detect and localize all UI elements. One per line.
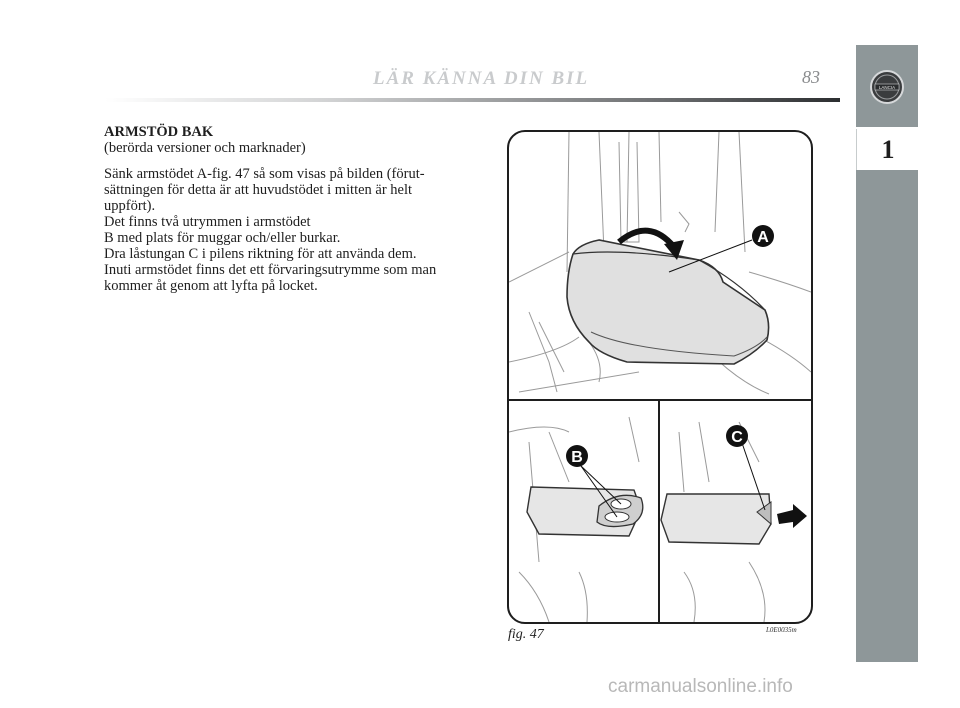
header-rule (105, 98, 840, 102)
lancia-logo-icon (856, 45, 918, 127)
callout-c-label: C (731, 429, 743, 446)
figure-caption: fig. 47 (508, 627, 544, 642)
paragraph-line: Det finns två utrymmen i armstödet (104, 214, 311, 230)
logo-text: LANCIA (878, 85, 896, 90)
paragraph-line: sättningen för detta är att huvudstödet i mitten är helt (104, 182, 413, 198)
figure-code: L0E0035m (766, 626, 797, 634)
body-text (104, 124, 467, 294)
armrest-a-shape (567, 240, 769, 364)
watermark: carmanualsonline.info (608, 676, 793, 697)
paragraph-line: uppfört). (104, 198, 156, 214)
figure-47-illustration (507, 130, 813, 624)
brand-logo-box (856, 45, 918, 129)
page-number: 83 (802, 67, 820, 87)
armrest-illustration (509, 132, 811, 622)
callout-b-label: B (571, 449, 583, 466)
paragraph-line: Inuti armstödet finns det ett förvaringsutrymme som man (104, 262, 437, 278)
paragraph-line: Sänk armstödet A-fig. 47 så som visas på bilden (förut- (104, 166, 425, 182)
callout-a-label: A (757, 229, 769, 246)
paragraph-line: Dra låstungan C i pilens riktning för att använda dem. (104, 246, 417, 262)
paragraph-line: B med plats för muggar och/eller burkar. (104, 230, 341, 246)
section-title: ARMSTÖD BAK (104, 124, 214, 140)
chapter-number: 1 (881, 134, 895, 164)
running-header-title: LÄR KÄNNA DIN BIL (373, 68, 590, 89)
chapter-box (856, 129, 919, 170)
section-subtitle: (berörda versioner och marknader) (104, 140, 306, 156)
paragraph-line: kommer åt genom att lyfta på locket. (104, 278, 318, 294)
